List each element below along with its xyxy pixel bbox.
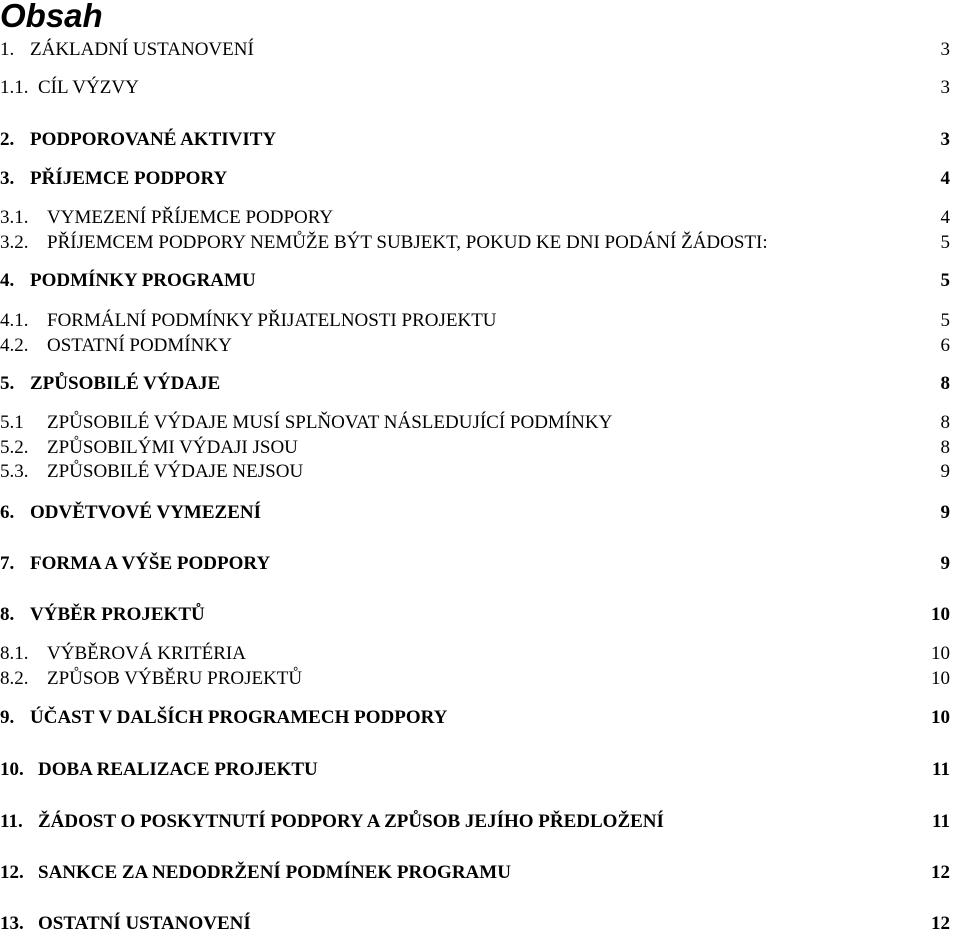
toc-entry-label: SANKCE ZA NEDODRŽENÍ PODMÍNEK PROGRAMU — [38, 862, 511, 883]
toc-entry[interactable] — [0, 268, 960, 294]
toc-entry-number: 5.1 — [0, 412, 24, 433]
toc-entry-label: ZPŮSOBILÝMI VÝDAJI JSOU — [47, 437, 298, 458]
toc-entry-label: PŘÍJEMCE PODPORY — [30, 168, 228, 189]
toc-entry-number: 1.1. — [0, 77, 29, 98]
toc-entry-page: 8 — [940, 373, 950, 394]
toc-entry[interactable] — [0, 809, 960, 835]
toc-entry-number: 13. — [0, 913, 24, 934]
toc-entry-label: VYMEZENÍ PŘÍJEMCE PODPORY — [47, 207, 334, 228]
toc-entry[interactable] — [0, 500, 960, 526]
toc-entry[interactable] — [0, 166, 960, 192]
toc-entry-number: 4. — [0, 270, 15, 291]
toc-entry[interactable] — [0, 459, 960, 485]
toc-entry-label: ODVĚTVOVÉ VYMEZENÍ — [30, 502, 261, 523]
toc-entry[interactable] — [0, 205, 960, 231]
toc-entry-page: 3 — [940, 77, 950, 98]
toc-entry-page: 11 — [932, 811, 950, 832]
toc-entry-page: 9 — [940, 502, 950, 523]
toc-entry-page: 10 — [931, 604, 950, 625]
toc-entry[interactable] — [0, 705, 960, 731]
toc-entry-label: ZPŮSOBILÉ VÝDAJE NEJSOU — [47, 461, 304, 482]
toc-entry[interactable] — [0, 230, 960, 256]
toc-entry-page: 4 — [940, 207, 950, 228]
toc-entry-number: 3.2. — [0, 232, 29, 253]
toc-entry[interactable] — [0, 641, 960, 667]
toc-entry-number: 8. — [0, 604, 15, 625]
toc-entry[interactable] — [0, 37, 960, 63]
toc-entry-page: 3 — [940, 39, 950, 60]
toc-entry-number: 6. — [0, 502, 15, 523]
toc-entry-page: 6 — [940, 335, 950, 356]
toc-entry[interactable] — [0, 551, 960, 577]
toc-entry-label: ZPŮSOBILÉ VÝDAJE — [30, 373, 221, 394]
toc-entry-page: 5 — [940, 232, 950, 253]
toc-entry-label: DOBA REALIZACE PROJEKTU — [38, 759, 318, 780]
toc-entry-page: 4 — [940, 168, 950, 189]
toc-entry-number: 4.1. — [0, 310, 29, 331]
toc-entry[interactable] — [0, 757, 960, 783]
toc-entry-label: OSTATNÍ USTANOVENÍ — [38, 913, 251, 934]
toc-entry[interactable] — [0, 410, 960, 436]
toc-entry-label: ZÁKLADNÍ USTANOVENÍ — [30, 39, 254, 60]
page-title: Obsah — [0, 0, 103, 34]
toc-entry-page: 3 — [940, 129, 950, 150]
toc-entry-page: 5 — [940, 270, 950, 291]
toc-entry[interactable] — [0, 308, 960, 334]
toc-entry-number: 9. — [0, 707, 15, 728]
toc-entry-page: 12 — [931, 913, 950, 934]
toc-entry[interactable] — [0, 127, 960, 153]
toc-entry-page: 11 — [932, 759, 950, 780]
toc-entry[interactable] — [0, 666, 960, 692]
toc-entry[interactable] — [0, 371, 960, 397]
toc-entry-number: 8.1. — [0, 643, 29, 664]
toc-entry-label: ŽÁDOST O POSKYTNUTÍ PODPORY A ZPŮSOB JEJÍHO PŘEDLOŽENÍ — [38, 811, 664, 832]
toc-entry-label: PODPOROVANÉ AKTIVITY — [30, 129, 277, 150]
toc-entry[interactable] — [0, 435, 960, 461]
toc-entry[interactable] — [0, 860, 960, 886]
toc-entry-page: 10 — [931, 643, 950, 664]
toc-entry-number: 5. — [0, 373, 15, 394]
toc-entry-number: 4.2. — [0, 335, 29, 356]
toc-entry-page: 8 — [940, 412, 950, 433]
toc-entry-label: ÚČAST V DALŠÍCH PROGRAMECH PODPORY — [30, 707, 448, 728]
toc-entry-page: 9 — [940, 461, 950, 482]
toc-entry-label: VÝBĚROVÁ KRITÉRIA — [47, 643, 246, 664]
toc-entry-label: PODMÍNKY PROGRAMU — [30, 270, 256, 291]
toc-entry-label: VÝBĚR PROJEKTŮ — [30, 604, 205, 625]
toc-entry-number: 8.2. — [0, 668, 29, 689]
toc-entry-number: 1. — [0, 39, 15, 60]
toc-entry-label: ZPŮSOBILÉ VÝDAJE MUSÍ SPLŇOVAT NÁSLEDUJÍCÍ PODMÍNKY — [47, 412, 613, 433]
toc-entry[interactable] — [0, 911, 960, 937]
toc-entry-number: 5.2. — [0, 437, 29, 458]
toc-entry-number: 2. — [0, 129, 15, 150]
toc-entry-label: CÍL VÝZVY — [38, 77, 139, 98]
toc-entry-label: FORMA A VÝŠE PODPORY — [30, 553, 271, 574]
toc-entry-label: ZPŮSOB VÝBĚRU PROJEKTŮ — [47, 668, 303, 689]
toc-entry-number: 5.3. — [0, 461, 29, 482]
toc-entry-number: 3. — [0, 168, 15, 189]
toc-entry-label: OSTATNÍ PODMÍNKY — [47, 335, 232, 356]
toc-entry-number: 11. — [0, 811, 23, 832]
toc-entry-page: 10 — [931, 668, 950, 689]
toc-entry-number: 3.1. — [0, 207, 29, 228]
toc-entry[interactable] — [0, 602, 960, 628]
toc-entry-page: 9 — [940, 553, 950, 574]
toc-entry-page: 10 — [931, 707, 950, 728]
toc-entry-number: 12. — [0, 862, 24, 883]
toc-entry[interactable] — [0, 333, 960, 359]
toc-entry[interactable] — [0, 75, 960, 101]
toc-entry-page: 8 — [940, 437, 950, 458]
toc-entry-label: FORMÁLNÍ PODMÍNKY PŘIJATELNOSTI PROJEKTU — [47, 310, 497, 331]
toc-entry-page: 12 — [931, 862, 950, 883]
toc-entry-number: 7. — [0, 553, 15, 574]
toc-entry-page: 5 — [940, 310, 950, 331]
toc-entry-number: 10. — [0, 759, 24, 780]
toc-entry-label: PŘÍJEMCEM PODPORY NEMŮŽE BÝT SUBJEKT, POKUD KE DNI PODÁNÍ ŽÁDOSTI: — [47, 232, 768, 253]
